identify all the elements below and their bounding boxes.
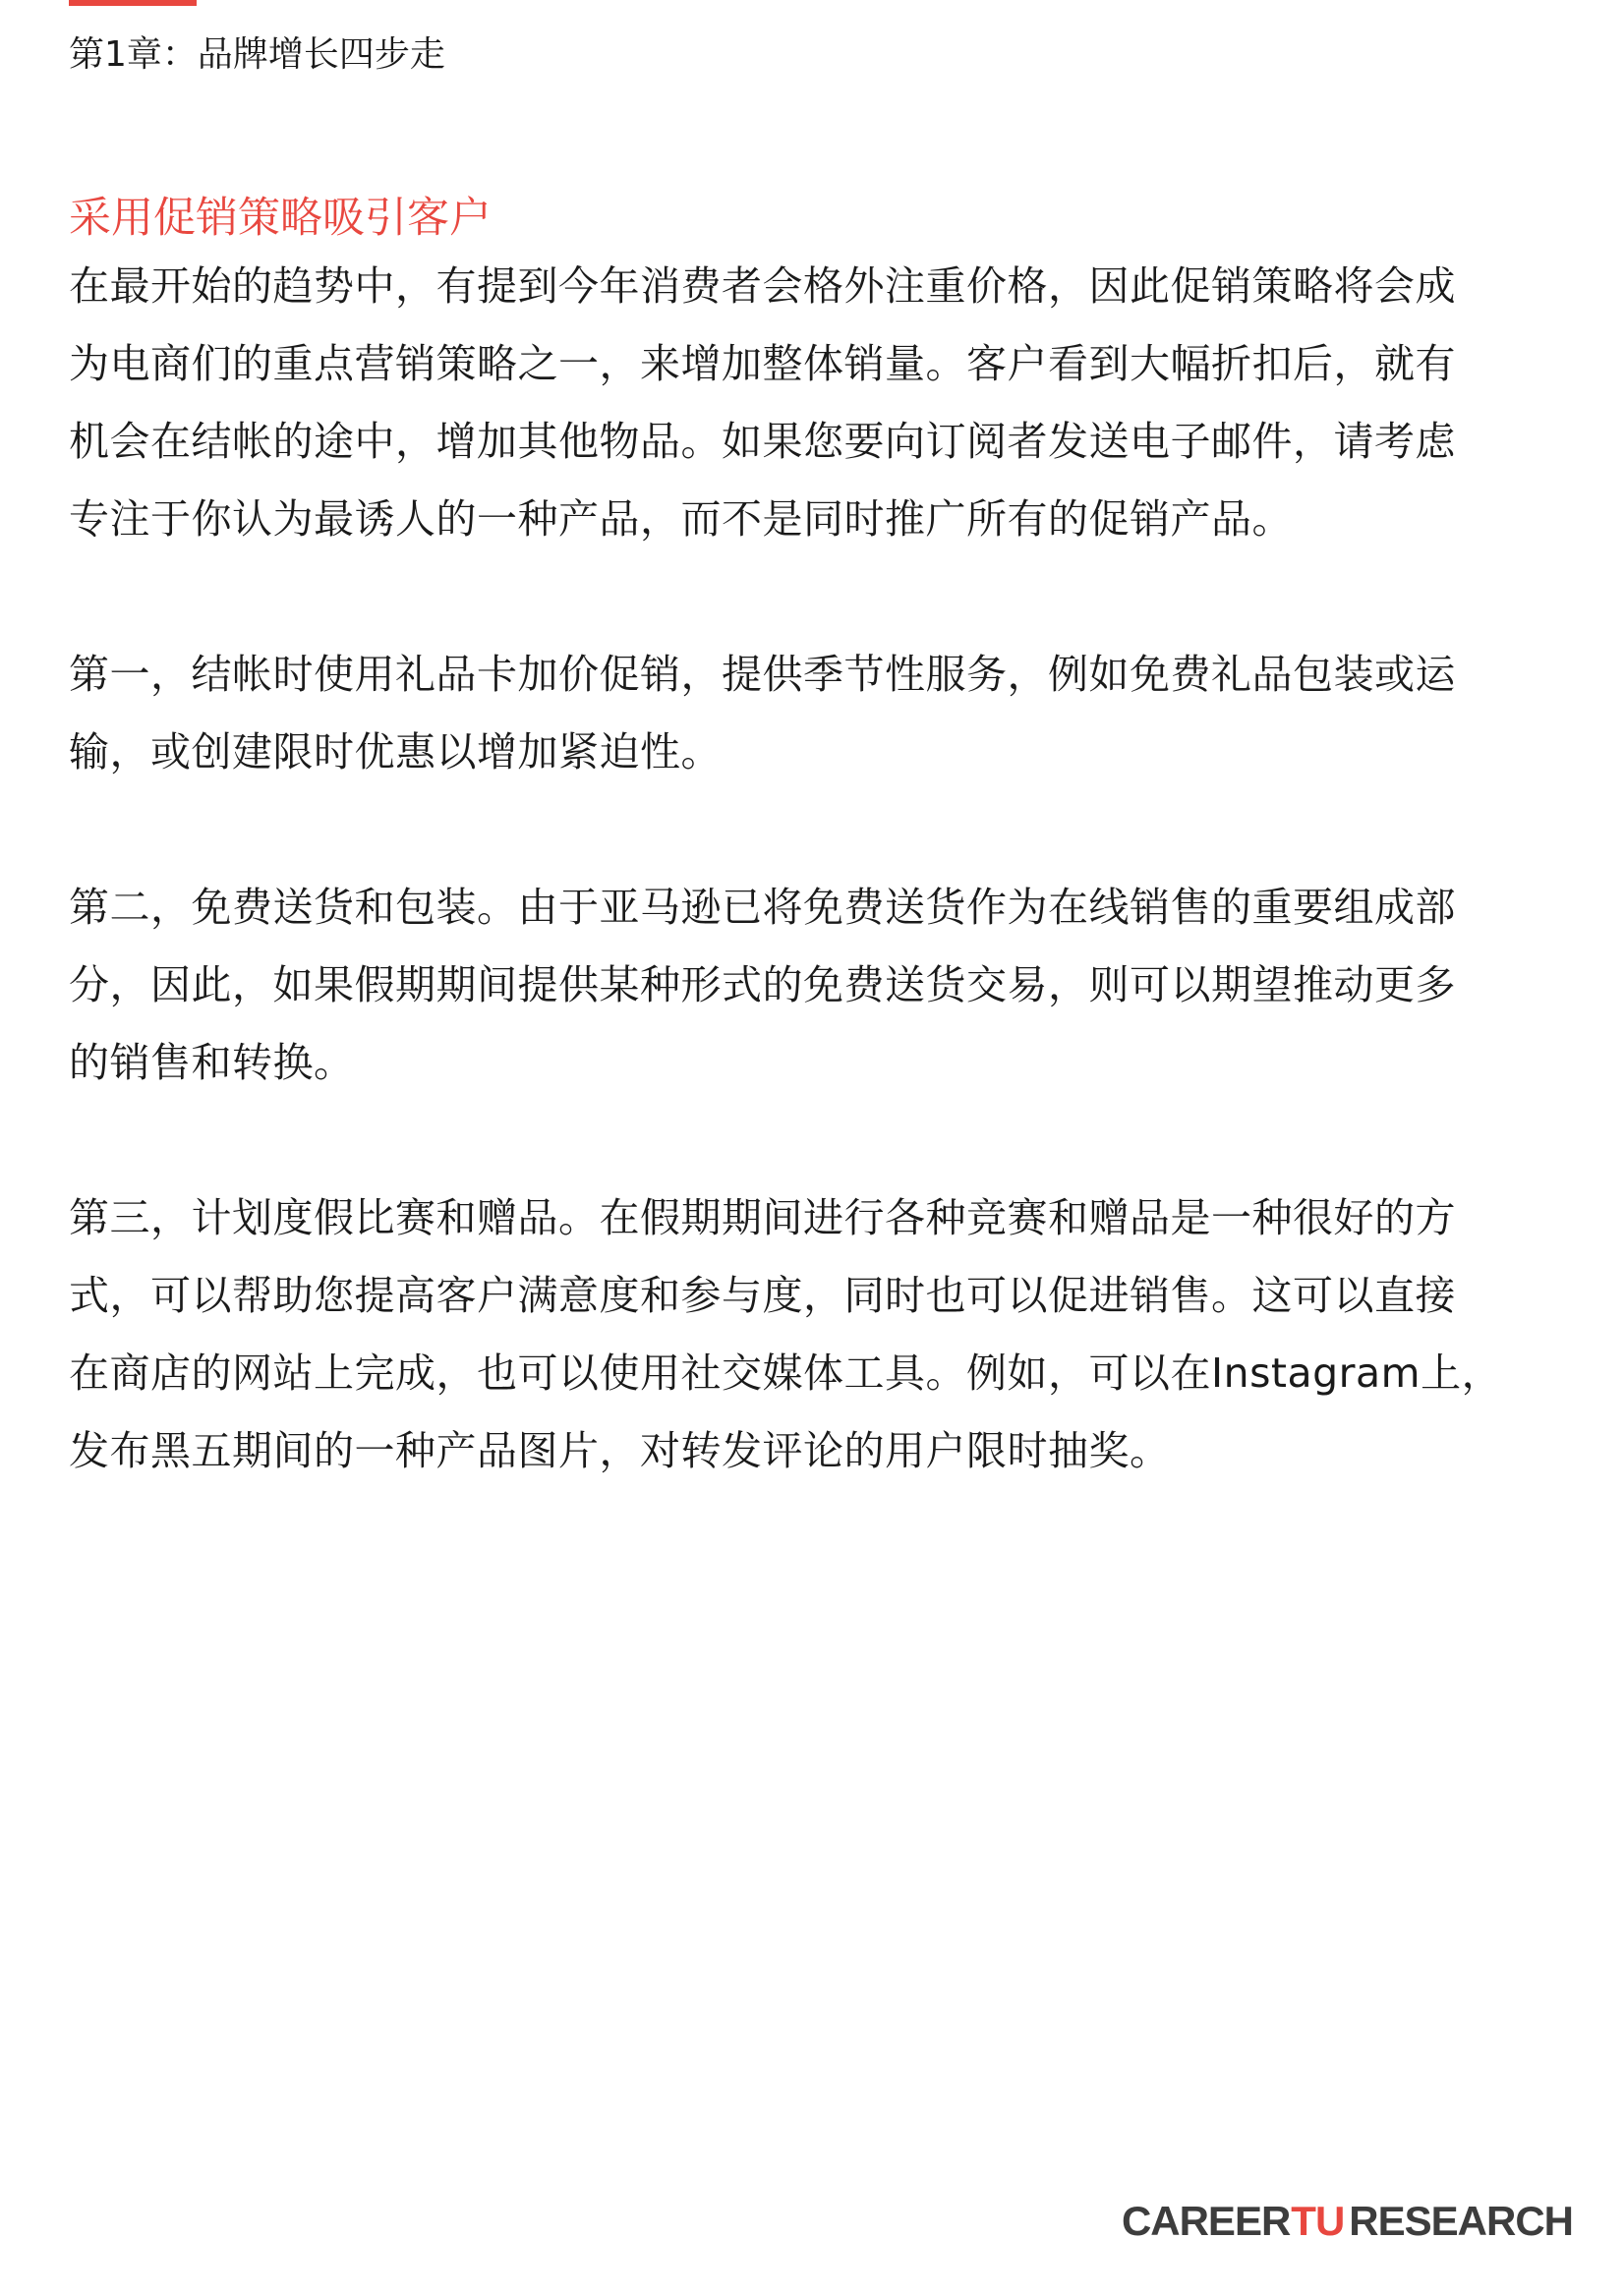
paragraph-first-tip [69, 636, 1543, 791]
brand-career-text: CAREER [1121, 2198, 1291, 2244]
main-content [69, 189, 1543, 1490]
paragraph-spacer [69, 1102, 1543, 1179]
careertu-research-logo [1122, 2198, 1573, 2245]
paragraph-line: 在商店的网站上完成，也可以使用社交媒体工具。例如，可以在Instagram上， [69, 1349, 1503, 1397]
paragraph-intro [69, 248, 1543, 558]
chapter-header: 第1章：品牌增长四步走 [69, 34, 445, 75]
paragraph-line: 第二，免费送货和包装。由于亚马逊已将免费送货作为在线销售的重要组成部 [69, 884, 1456, 931]
paragraph-line: 分，因此，如果假期期间提供某种形式的免费送货交易，则可以期望推动更多 [69, 961, 1456, 1008]
brand-research-text: RESEARCH [1349, 2198, 1573, 2244]
top-accent-bar [69, 0, 197, 6]
paragraph-line: 第三，计划度假比赛和赠品。在假期期间进行各种竞赛和赠品是一种很好的方 [69, 1194, 1456, 1241]
section-heading: 采用促销策略吸引客户 [69, 194, 492, 243]
paragraph-line: 在最开始的趋势中，有提到今年消费者会格外注重价格，因此促销策略将会成 [69, 262, 1456, 310]
paragraph-line: 第一，结帐时使用礼品卡加价促销，提供季节性服务，例如免费礼品包装或运 [69, 651, 1456, 698]
paragraph-line: 式，可以帮助您提高客户满意度和参与度，同时也可以促进销售。这可以直接 [69, 1272, 1456, 1319]
paragraph-third-tip [69, 1179, 1543, 1490]
paragraph-spacer [69, 791, 1543, 869]
paragraph-line: 输，或创建限时优惠以增加紧迫性。 [69, 728, 722, 775]
paragraph-line: 机会在结帐的途中，增加其他物品。如果您要向订阅者发送电子邮件，请考虑 [69, 418, 1456, 465]
brand-tu-mark: TU [1291, 2198, 1345, 2244]
paragraph-spacer [69, 558, 1543, 636]
paragraph-line: 发布黑五期间的一种产品图片，对转发评论的用户限时抽奖。 [69, 1427, 1171, 1474]
paragraph-second-tip [69, 869, 1543, 1102]
paragraph-line: 的销售和转换。 [69, 1039, 355, 1086]
paragraph-line: 为电商们的重点营销策略之一，来增加整体销量。客户看到大幅折扣后，就有 [69, 340, 1456, 387]
paragraph-line: 专注于你认为最诱人的一种产品，而不是同时推广所有的促销产品。 [69, 495, 1293, 543]
